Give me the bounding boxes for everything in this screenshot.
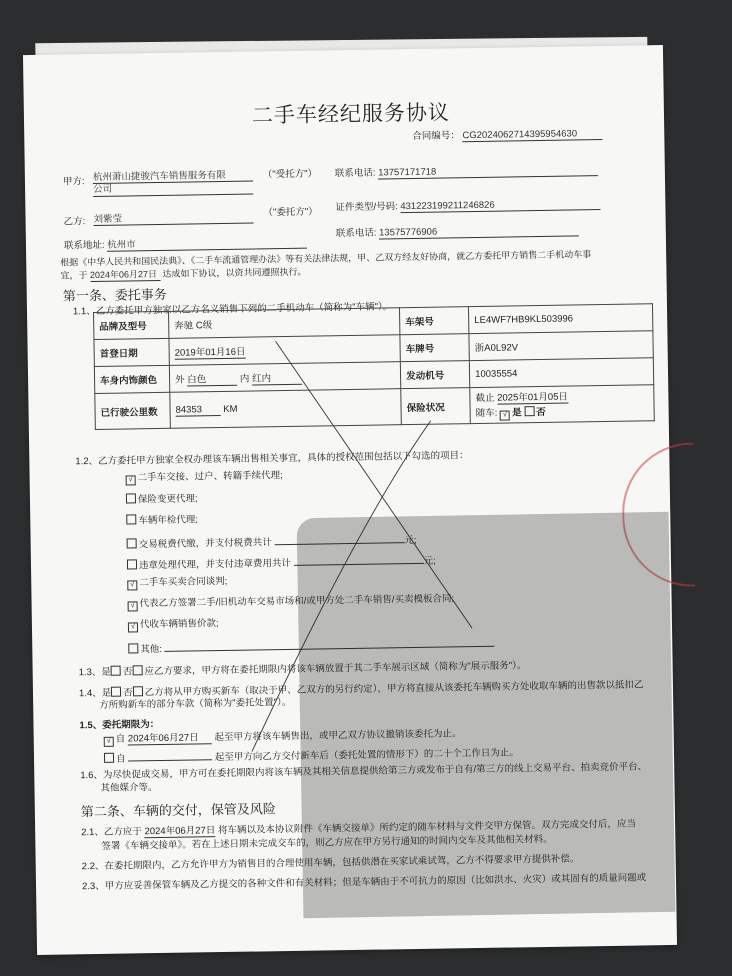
reg-date-label: 首登日期: [94, 338, 169, 366]
clause-2-2: 2.2、在委托期限内，乙方允许甲方为销售目的合理使用车辆，包括供潜在买家试乘试驾，乙方不得要求甲方提供补偿。: [81, 853, 580, 873]
vin-label: 车架号: [400, 307, 469, 335]
article-1-title: 第一条、委托事务: [62, 286, 167, 304]
engine-value: 10035554: [469, 358, 653, 388]
clause-1-4: 1.4、是 否 乙方将从甲方购买新车（取决于甲、乙双方的另行约定），甲方将直接从该委托车辆购买方处收取车辆的出售款以抵扣乙: [78, 679, 644, 700]
contract-page: [23, 45, 677, 955]
clause-1-5-title: 1.5、委托期限为：: [79, 719, 160, 732]
reg-date-value: 2019年01月16日: [169, 335, 401, 366]
plate-label: 车牌号: [400, 334, 469, 362]
clause-1-1: 1.1、乙方委托甲方独家以乙方名义销售下列的二手机动车（简称为"车辆"）。: [72, 301, 393, 318]
party-a-name: 杭州萧山捷骏汽车销售服务有限 公司: [93, 169, 253, 196]
checklist-item: √ 代收车辆销售价款;: [128, 618, 219, 632]
checkbox[interactable]: √: [128, 601, 138, 611]
party-b-label: 乙方:: [63, 216, 86, 228]
checkbox[interactable]: √: [126, 475, 136, 485]
checkbox[interactable]: √: [127, 580, 137, 590]
checklist-item: 违章处理代理，并支付违章费用共计 元;: [127, 552, 436, 572]
engine-label: 发动机号: [400, 361, 469, 389]
clause-1-5-line-1: √ 自 2024年06月27日 起至甲方将该车辆售出，或甲乙双方协议撤销该委托为止。: [104, 728, 462, 747]
vin-value: LE4WF7HB9KL503996: [469, 304, 653, 334]
party-a-role: （"受托方"）: [262, 168, 318, 181]
party-a-phone: 联系电话: 13757171718: [335, 164, 598, 181]
clause-1-6: 1.6、为尽快促成交易，甲方可在委托期限内将该车辆及其相关信息提供给第三方或发布于自有/第三方的线上交易平台、拍卖竞价平台、: [80, 761, 648, 782]
insurance-yes-checkbox[interactable]: √: [500, 410, 510, 420]
preamble-line-1: 根据《中华人民共和国民法典》、《二手车流通管理办法》等有关法律法规，甲、乙双方经友好协商，就乙方委托甲方销售二手机动车事: [60, 249, 592, 268]
contract-number: 合同编号： CG2024062714395954630: [412, 128, 602, 143]
checklist-item: √ 二手车交接、过户、转籍手续代理;: [126, 470, 283, 485]
document-title: 二手车经纪服务协议: [251, 101, 451, 128]
checklist-item: √ 二手车买卖合同谈判;: [127, 576, 227, 591]
brand-label: 品牌及型号: [94, 311, 169, 339]
checklist-item: 其他:: [128, 635, 494, 656]
clause-1-5-line-2: 自 起至甲方向乙方交付新车后（委托处置的情形下）的二十个工作日为止。: [104, 743, 519, 765]
clause-2-3: 2.3、甲方应妥善保管车辆及乙方提交的各种文件和有关材料；但是车辆由于不可抗力的原因（比如洪水、火灾）或其固有的质量问题或: [81, 872, 647, 893]
clause-1-4-cont: 方所购新车的部分车款（简称为"委托处置"）。: [99, 696, 292, 711]
checkbox[interactable]: √: [128, 622, 138, 632]
party-b-name: 刘紫莹: [93, 211, 253, 226]
clause-1-6-cont: 其他媒介等。: [100, 782, 158, 794]
clause-1-3: 1.3、是 否 应乙方要求，甲方将在委托期限内将该车辆放置于其二手车展示区域（简称为"展示服务"）。: [78, 660, 527, 679]
checklist-item: 交易税费代缴，并支付税费共计 元;: [127, 531, 417, 551]
mileage-label: 已行驶公里数: [95, 392, 171, 429]
clause-2-1: 2.1、乙方应于 2024年06月27日 将车辆以及本协议附件《车辆交接单》所约定的随车材料与文件交甲方保管。双方完成交付后，应当: [81, 818, 637, 839]
pen-cross-strokes: [23, 45, 677, 955]
party-b-id: 证件类型/号码: 431223199211246826: [335, 198, 600, 215]
checkbox[interactable]: √: [104, 737, 114, 747]
insurance-value: 截止 2025年01月05日 随车: √ 是 否: [470, 385, 654, 424]
plate-value: 浙A0L92V: [469, 331, 653, 361]
checklist-item: 保险变更代理;: [126, 492, 198, 506]
party-b-phone: 联系电话: 13575776906: [336, 224, 579, 240]
party-a-label: 甲方:: [62, 176, 85, 188]
checklist-item: √ 代表乙方签署二手/旧机动车交易市场和/或甲方处二手车销售/买卖模板合同;: [128, 593, 455, 611]
color-value: 外 白色 内 红内: [169, 362, 401, 393]
clause-1-2: 1.2、乙方委托甲方独家全权办理该车辆出售相关事宜，具体的授权范围包括以下勾选的项目：: [75, 450, 469, 468]
party-b-address: 联系地址: 杭州市: [64, 237, 307, 253]
color-label: 车身内饰颜色: [94, 365, 169, 393]
clause-2-1-cont: 签署《车辆交接单》。若在上述日期未完成交车的，则乙方应在甲方另行通知的时间内交车及其他相关材料。: [101, 833, 553, 852]
article-2-title: 第二条、车辆的交付，保管及风险: [80, 801, 276, 820]
preamble-line-2: 宜，于 2024年06月27日 达成如下协议，以资共同遵照执行。: [60, 266, 307, 281]
brand-value: 奔驰 C级: [169, 308, 401, 339]
checklist-item: 车辆年检代理;: [126, 513, 198, 527]
insurance-label: 保险状况: [401, 388, 471, 425]
mileage-value: 84353 KM: [170, 389, 402, 429]
party-b-role: （"委托方"）: [263, 206, 318, 219]
